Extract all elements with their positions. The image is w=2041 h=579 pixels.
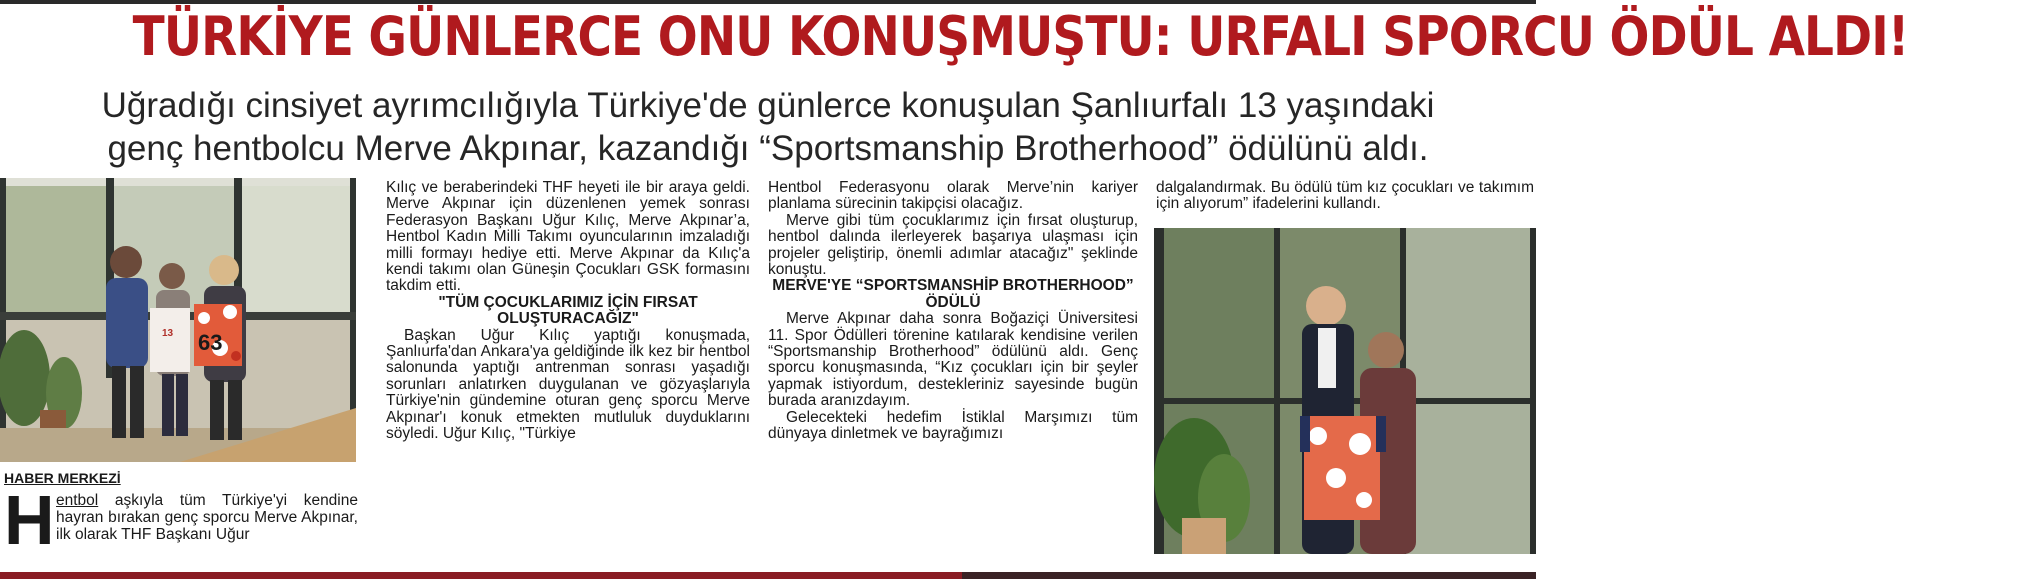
column3-subhead: MERVE'YE “SPORTSMANSHİP BROTHERHOOD” ÖDÜLÜ xyxy=(772,277,1134,311)
lead-first-word: entbol xyxy=(56,492,99,509)
column3-paragraph-1: Hentbol Federasyonu olarak Merve’nin kariyer planlama sürecinin takipçisi olacağız. xyxy=(768,179,1138,213)
column2-paragraph-1: Kılıç ve beraberindeki THF heyeti ile bir araya geldi. Merve Akpınar için düzenlenen yemek sonrası Federasyon Başkanı Uğur Kılıç, Merve Akpınar’a, Hentbol Kadın Milli Takımı oyuncularının imzaladığı milli formayı hediye etti. Merve Akpınar da Kılıç'a kendi takımı olan Güneşin Çocukları GSK formasını takdim etti. xyxy=(386,179,750,295)
column2-paragraph-2: Başkan Uğur Kılıç yaptığı konuşmada, Şanlıurfa'dan Ankara'ya geldiğinde ilk kez bir hentbol salonunda yaptığı antrenman sonrası yaşadığı sorunları anlatırken duygulanan ve gözyaşlarıyla Türkiye'nin gündemine oturan genç sporcu Merve Akpınar'ı konuk etmekten mutluluk duyduklarını söyledi. Uğur Kılıç, "Türkiye xyxy=(386,326,750,443)
deck-subheadline xyxy=(0,84,1536,170)
column3-paragraph-3: Merve Akpınar daha sonra Boğaziçi Üniversitesi 11. Spor Ödülleri törenine katılarak kendisine verilen “Sportsmanship Brotherhood” ödülünü aldı. Genç sporcu konuşmasında, “Kız çocukları için bir şeyler yapmak istiyordum, destekleriniz sayesinde bugün burada aranızdayım. xyxy=(768,310,1138,410)
byline: HABER MERKEZİ xyxy=(4,470,121,486)
deck-line-1: Uğradığı cinsiyet ayrımcılığıyla Türkiye'de günlerce konuşulan Şanlıurfalı 13 yaşındaki xyxy=(101,86,1435,125)
jersey-number-small: 13 xyxy=(162,328,174,339)
bottom-color-bar-dark xyxy=(962,572,1536,579)
column4-paragraph-1: dalgalandırmak. Bu ödülü tüm kız çocukları ve takımım için alıyorum” ifadelerini kullandı. xyxy=(1156,179,1534,213)
article-column-2 xyxy=(386,180,750,443)
article-column-3 xyxy=(768,180,1138,443)
photo-jersey-presentation xyxy=(0,178,356,462)
deck-line-2: genç hentbolcu Merve Akpınar, kazandığı “Sportsmanship Brotherhood” ödülünü aldı. xyxy=(107,129,1429,168)
lead-paragraph xyxy=(56,492,358,543)
headline: TÜRKİYE GÜNLERCE ONU KONUŞMUŞTU: URFALI SPORCU ÖDÜL ALDI! xyxy=(132,5,1909,68)
drop-cap: H xyxy=(4,481,55,559)
column2-subhead: "TÜM ÇOCUKLARIMIZ İÇİN FIRSAT OLUŞTURACAĞIZ" xyxy=(438,293,698,328)
column3-paragraph-4: Gelecekteki hedefim İstiklal Marşımızı tüm dünyaya dinletmek ve bayrağımızı xyxy=(768,408,1138,443)
column3-paragraph-2: Merve gibi tüm çocuklarımız için fırsat oluşturup, hentbol dalında ilerleyerek başarıya ulaşması için projeler geliştirip, önemli adımlar atacağız" şeklinde konuştu. xyxy=(768,211,1138,279)
jersey-number: 63 xyxy=(198,330,223,355)
top-rule xyxy=(0,0,1536,4)
bottom-color-bar xyxy=(0,572,1536,579)
article-column-4 xyxy=(1156,180,1534,213)
lead-text: aşkıyla tüm Türkiye'yi kendine hayran bırakan genç sporcu Merve Akpınar, ilk olarak THF Başkanı Uğur xyxy=(56,492,358,543)
photo-award-jersey xyxy=(1154,228,1536,554)
